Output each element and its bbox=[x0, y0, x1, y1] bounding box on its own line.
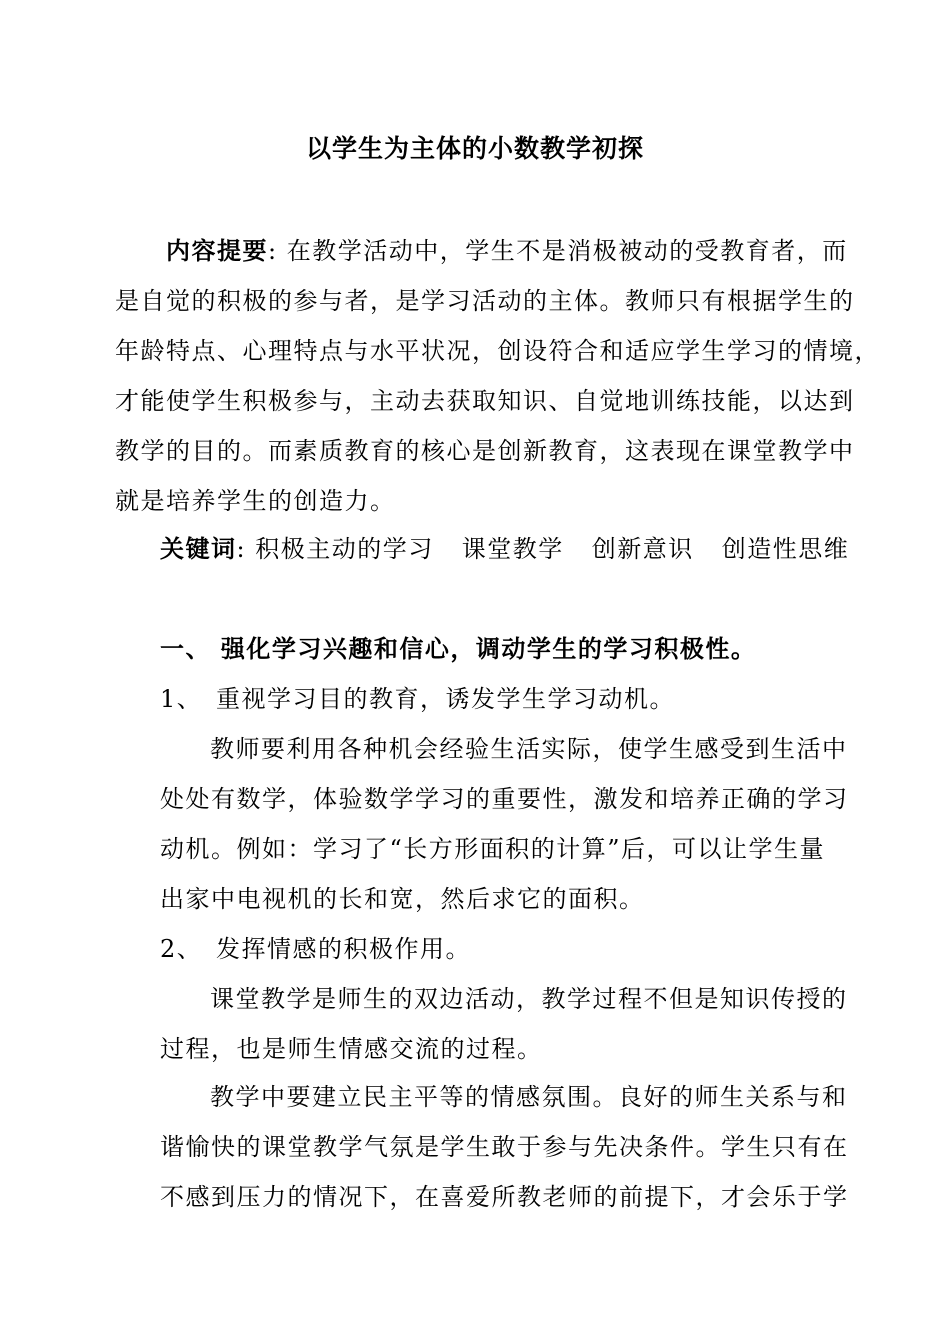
sub2-para2-line-2: 谐愉快的课堂教学气氛是学生敢于参与先决条件。学生只有在 bbox=[160, 1133, 849, 1161]
abstract-line-5: 教学的目的。而素质教育的核心是创新教育，这表现在课堂教学中 bbox=[115, 437, 855, 465]
section-1-heading: 一、 强化学习兴趣和信心，调动学生的学习积极性。 bbox=[160, 634, 757, 663]
abstract-line-6: 就是培养学生的创造力。 bbox=[115, 487, 396, 515]
subsection-2-text: 发挥情感的积极作用。 bbox=[216, 935, 471, 963]
subsection-1-number: 1、 bbox=[160, 685, 203, 713]
keywords-sep: : bbox=[236, 535, 256, 563]
keywords-label: 关键词 bbox=[160, 534, 237, 563]
sub2-para1-line-2: 过程，也是师生情感交流的过程。 bbox=[160, 1035, 543, 1063]
abstract-line-3: 年龄特点、心理特点与水平状况，创设符合和适应学生学习的情境， bbox=[115, 337, 880, 365]
abstract-line-1 bbox=[166, 235, 848, 267]
subsection-2-heading bbox=[160, 933, 471, 965]
sub2-para1-line-1: 课堂教学是师生的双边活动，教学过程不但是知识传授的 bbox=[210, 985, 848, 1013]
abstract-line-4: 才能使学生积极参与，主动去获取知识、自觉地训练技能，以达到 bbox=[115, 387, 855, 415]
keyword-2: 课堂教学 bbox=[461, 535, 564, 563]
sub1-para-line-4: 出家中电视机的长和宽，然后求它的面积。 bbox=[160, 885, 645, 913]
keyword-4: 创造性思维 bbox=[721, 535, 850, 563]
sub1-para-line-1: 教师要利用各种机会经验生活实际，使学生感受到生活中 bbox=[210, 735, 848, 763]
keywords-line bbox=[160, 533, 849, 565]
keyword-1: 积极主动的学习 bbox=[255, 535, 434, 563]
sub1-para-line-3: 动机。例如：学习了“长方形面积的计算”后，可以让学生量 bbox=[160, 835, 826, 863]
sub2-para2-line-3: 不感到压力的情况下，在喜爱所教老师的前提下，才会乐于学 bbox=[160, 1183, 849, 1211]
sub2-para2-line-1: 教学中要建立民主平等的情感氛围。良好的师生关系与和 bbox=[210, 1083, 848, 1111]
abstract-line-2: 是自觉的积极的参与者，是学习活动的主体。教师只有根据学生的 bbox=[115, 287, 855, 315]
abstract-label: 内容提要 bbox=[166, 236, 268, 265]
keyword-3: 创新意识 bbox=[591, 535, 694, 563]
sub1-para-line-2: 处处有数学，体验数学学习的重要性，激发和培养正确的学习 bbox=[160, 785, 849, 813]
subsection-2-number: 2、 bbox=[160, 935, 203, 963]
abstract-text-1: : 在教学活动中，学生不是消极被动的受教育者，而 bbox=[268, 237, 848, 265]
subsection-1-text: 重视学习目的教育，诱发学生学习动机。 bbox=[216, 685, 675, 713]
subsection-1-heading bbox=[160, 683, 675, 715]
page-title: 以学生为主体的小数教学初探 bbox=[305, 134, 644, 163]
